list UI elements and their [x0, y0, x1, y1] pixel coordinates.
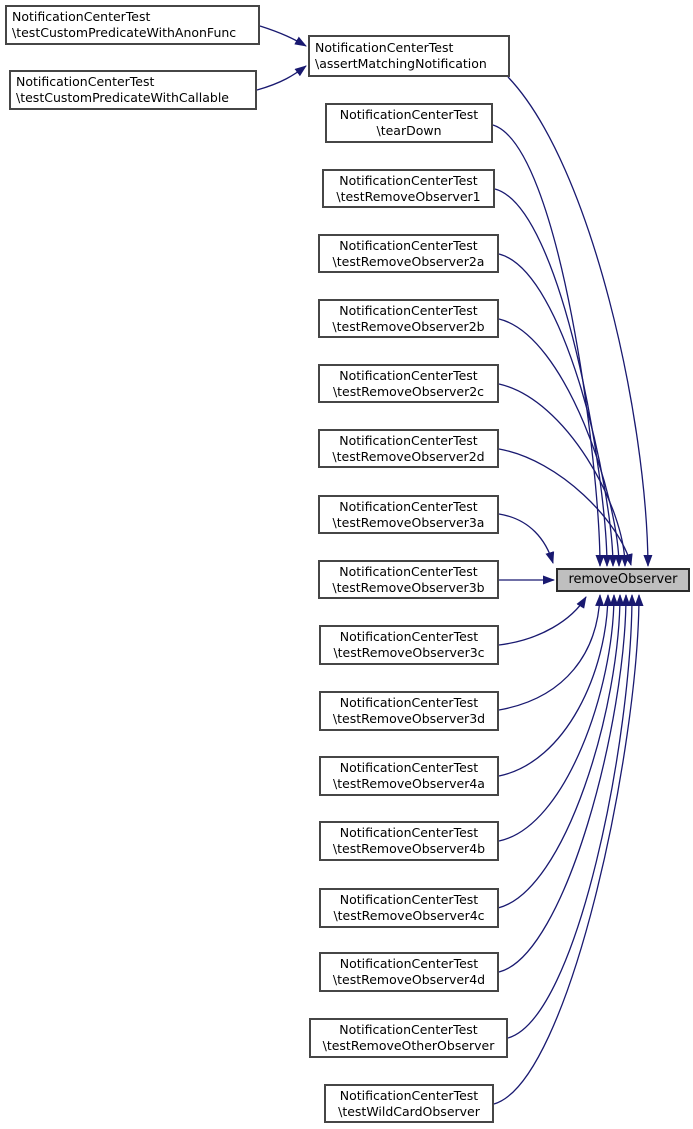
edge-testRemoveObserver4a-to-removeObserver — [499, 595, 608, 776]
node-label-line2: \testRemoveObserver2a — [332, 253, 485, 269]
node-label-line2: \testRemoveObserver3a — [332, 514, 485, 530]
node-testRemoveObserver3a[interactable] — [318, 495, 499, 534]
edge-testRemoveObserver3c-to-removeObserver — [499, 597, 586, 645]
node-testCustomPredicateWithCallable[interactable] — [9, 70, 257, 110]
node-testRemoveObserver3d[interactable] — [319, 691, 499, 731]
edge-tearDown-to-removeObserver — [493, 125, 600, 566]
edge-testRemoveObserver3a-to-removeObserver — [499, 514, 553, 563]
node-label-line1: NotificationCenterTest — [339, 956, 479, 971]
node-label-line1: NotificationCenterTest — [339, 432, 478, 448]
edge-testCustomPredicateWithAnonFunc-to-assertMatchingNotification — [260, 26, 306, 46]
node-label-line2: \testRemoveObserver2d — [332, 448, 485, 464]
node-label-line2: \testRemoveObserver4b — [332, 841, 486, 856]
node-assertMatchingNotification[interactable] — [308, 35, 510, 77]
node-label-line2: \testRemoveObserver2c — [332, 383, 485, 399]
node-label-line1: NotificationCenterTest — [339, 892, 479, 907]
node-label-line1: NotificationCenterTest — [16, 74, 155, 89]
node-testRemoveObserver4c[interactable] — [319, 888, 499, 928]
node-label-line1: NotificationCenterTest — [339, 1087, 479, 1103]
node-testRemoveObserver4b[interactable] — [319, 821, 499, 861]
node-label-line2: \testRemoveOtherObserver — [322, 1038, 495, 1053]
edge-testRemoveObserver3d-to-removeObserver — [499, 595, 600, 710]
node-testRemoveObserver2a[interactable] — [318, 234, 499, 273]
node-label-line1: NotificationCenterTest — [339, 367, 478, 383]
node-label-line2: \testRemoveObserver3c — [333, 645, 485, 660]
node-label-line1: NotificationCenterTest — [315, 40, 454, 55]
node-label-line1: NotificationCenterTest — [12, 9, 151, 24]
node-label-line1: NotificationCenterTest — [339, 237, 478, 253]
edge-assertMatchingNotification-to-removeObserver — [508, 77, 648, 566]
node-testCustomPredicateWithAnonFunc[interactable] — [5, 5, 260, 45]
node-label-line1: NotificationCenterTest — [339, 629, 479, 644]
node-testRemoveObserver4a[interactable] — [319, 756, 499, 796]
edge-testCustomPredicateWithCallable-to-assertMatchingNotification — [257, 66, 306, 90]
node-label-line1: NotificationCenterTest — [339, 107, 479, 122]
edge-testRemoveObserver4b-to-removeObserver — [499, 595, 614, 841]
edge-testRemoveObserver1-to-removeObserver — [495, 189, 607, 566]
node-label-line2: \testRemoveObserver1 — [336, 188, 481, 204]
node-label-line2: \testRemoveObserver2b — [332, 318, 485, 334]
node-tearDown[interactable] — [325, 103, 493, 143]
node-label-line2: \testRemoveObserver4c — [333, 908, 485, 923]
node-label-line2: \assertMatchingNotification — [315, 56, 487, 71]
node-label-line2: \tearDown — [376, 123, 442, 138]
node-testRemoveObserver4d[interactable] — [319, 952, 499, 992]
node-testRemoveObserver3c[interactable] — [319, 625, 499, 665]
node-label-line2: \testCustomPredicateWithAnonFunc — [12, 25, 237, 40]
node-label-line1: NotificationCenterTest — [339, 825, 479, 840]
node-testWildCardObserver[interactable] — [324, 1084, 494, 1123]
edge-testRemoveObserver2b-to-removeObserver — [499, 319, 619, 566]
node-testRemoveObserver1[interactable] — [322, 169, 495, 208]
node-label-line2: \testRemoveObserver4d — [332, 972, 486, 987]
node-label-line2: \testRemoveObserver3b — [332, 579, 485, 595]
node-testRemoveObserver3b[interactable] — [318, 560, 499, 599]
node-label-line2: \testRemoveObserver4a — [333, 776, 485, 791]
node-testRemoveObserver2b[interactable] — [318, 299, 499, 338]
node-label-line1: NotificationCenterTest — [339, 760, 479, 775]
node-label-line1: removeObserver — [568, 572, 678, 587]
node-label-line1: NotificationCenterTest — [339, 563, 478, 579]
node-label-line2: \testCustomPredicateWithCallable — [16, 90, 229, 105]
node-label-line1: NotificationCenterTest — [339, 498, 478, 514]
node-label-line1: NotificationCenterTest — [339, 172, 478, 188]
edge-testRemoveObserver4d-to-removeObserver — [499, 595, 626, 972]
node-label-line1: NotificationCenterTest — [339, 302, 478, 318]
node-removeObserver[interactable] — [556, 568, 690, 592]
node-label-line2: \testWildCardObserver — [338, 1103, 480, 1119]
node-testRemoveObserver2c[interactable] — [318, 364, 499, 403]
node-label-line2: \testRemoveObserver3d — [332, 711, 486, 726]
node-label-line1: NotificationCenterTest — [339, 695, 479, 710]
node-label-line1: NotificationCenterTest — [339, 1022, 478, 1037]
edge-testWildCardObserver-to-removeObserver — [494, 595, 639, 1104]
node-testRemoveObserver2d[interactable] — [318, 429, 499, 468]
node-testRemoveOtherObserver[interactable] — [309, 1018, 508, 1058]
